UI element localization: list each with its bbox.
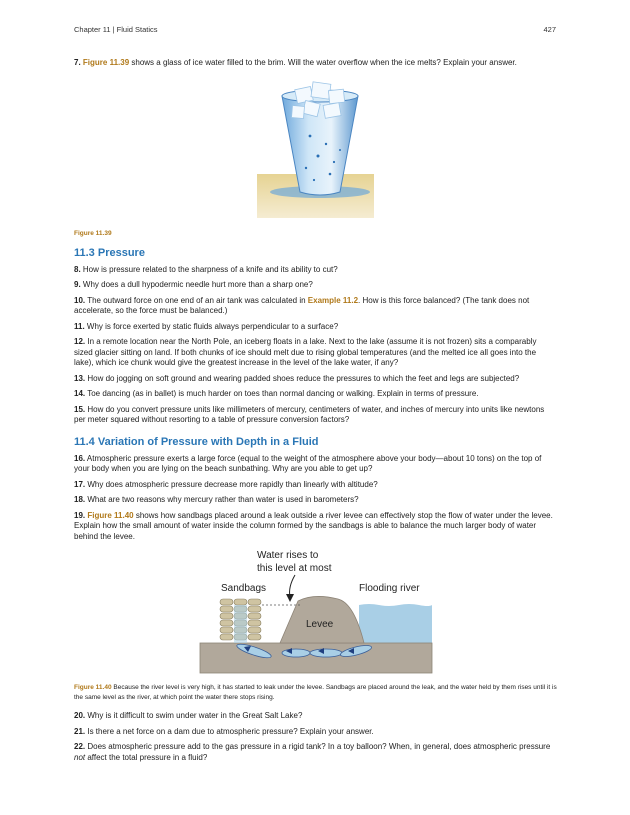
question-number: 12. [74, 337, 86, 346]
question-8 [74, 265, 557, 276]
question-9 [74, 280, 557, 291]
levee-sandbag-diagram [74, 547, 557, 677]
question-text: What are two reasons why mercury rather than water is used in barometers? [85, 495, 359, 504]
ground [200, 643, 432, 673]
question-12 [74, 337, 557, 369]
question-20 [74, 711, 557, 722]
label-levee: Levee [306, 619, 334, 630]
question-text: Is there a net force on a dam due to atmospheric pressure? Explain your answer. [85, 726, 374, 736]
example-link[interactable]: Example 11.2 [307, 295, 359, 305]
question-number: 17. [74, 479, 86, 489]
question-text: How do you convert pressure units like millimeters of mercury, centimeters of water, and inches of mercury into units like newtons per meter squared without resorting to a table of pressure conversion factors? [74, 404, 545, 424]
question-number: 15. [74, 404, 86, 414]
question-15 [74, 405, 557, 426]
label-sandbags: Sandbags [221, 583, 267, 594]
question-number: 11. [74, 321, 85, 331]
question-number: 13. [74, 373, 86, 383]
annotation-water-rises-line2: this level at most [257, 563, 332, 574]
question-17 [74, 480, 557, 491]
question-text: shows a glass of ice water filled to the brim. Will the water overflow when the ice melts? Explain your answer. [129, 58, 517, 67]
question-text: Toe dancing (as in ballet) is much harder on toes than normal dancing or walking. Explain in terms of pressure. [85, 389, 479, 398]
question-number: 22. [74, 742, 86, 751]
question-text: Why is it difficult to swim under water in the Great Salt Lake? [85, 711, 303, 720]
question-text: . How is this force balanced? (The tank does not accelerate, so the force must be balanced.) [74, 295, 530, 315]
question-number: 8. [74, 264, 81, 274]
running-header-chapter: Chapter 11 | Fluid Statics [74, 25, 158, 34]
figure-link[interactable]: Figure 11.40 [87, 510, 134, 520]
question-number: 19. [74, 510, 86, 520]
question-text: Does atmospheric pressure add to the gas pressure in a rigid tank? In a toy balloon? When, in general, does atmospheric pressure [85, 742, 551, 751]
emphasis-not: not [74, 752, 86, 762]
section-heading-11-3: 11.3 Pressure [74, 246, 145, 259]
figure-link[interactable]: Figure 11.39 [82, 58, 130, 67]
annotation-water-rises-line1: Water rises to [257, 550, 319, 561]
question-text: The outward force on one end of an air tank was calculated in [85, 295, 308, 305]
figure-11-40 [74, 547, 557, 677]
question-number: 21. [74, 726, 86, 736]
question-16 [74, 454, 557, 475]
question-number: 14. [74, 389, 86, 398]
question-text: Why is force exerted by static fluids always perpendicular to a surface? [84, 321, 339, 331]
arrow-head-icon [286, 594, 294, 602]
question-text: Atmospheric pressure exerts a large force (equal to the weight of the atmosphere above your body—about 10 tons) on the top of your body when you are lying on the beach sunbathing. Why are you able to get up? [74, 453, 542, 473]
section-heading-11-4: 11.4 Variation of Pressure with Depth in a Fluid [74, 435, 319, 448]
caption-text: Because the river level is very high, it has started to leak under the levee. Sandbags are placed around the leak, and the water held by them rises until it is the same level as the river, at which point the water there stops rising. [74, 684, 557, 701]
question-text: affect the total pressure in a fluid? [85, 752, 208, 762]
question-text: In a remote location near the North Pole, an iceberg floats in a lake. Next to the lake (assume it is not frozen) sits a comparably sized glacier sitting on land. If both chunks of ice should melt due to rising global temperatures (and the melted ice all goes into the lake), which ice chunk would give the greatest increase in the level of the lake water, if any? [74, 337, 537, 367]
question-text: How do jogging on soft ground and wearing padded shoes reduce the pressures to which the feet and legs are subjected? [85, 373, 520, 383]
question-number: 18. [74, 495, 86, 504]
question-text: Why does a dull hypodermic needle hurt more than a sharp one? [80, 280, 313, 289]
page-number: 427 [543, 25, 556, 34]
figure-11-39 [74, 74, 557, 222]
question-14 [74, 389, 557, 400]
question-13 [74, 374, 557, 385]
question-18 [74, 495, 557, 506]
question-19 [74, 511, 557, 543]
figure-11-40-caption [74, 683, 557, 702]
question-number: 20. [74, 711, 86, 720]
question-text: Why does atmospheric pressure decrease more rapidly than linearly with altitude? [85, 479, 378, 489]
water-column-inside-sandbags [234, 605, 247, 643]
figure-11-40-label: Figure 11.40 [74, 684, 112, 691]
page-content [74, 58, 557, 768]
question-text: How is pressure related to the sharpness of a knife and its ability to cut? [80, 264, 338, 274]
question-number: 7. [74, 58, 81, 67]
question-11 [74, 322, 557, 333]
question-number: 10. [74, 295, 86, 305]
question-number: 9. [74, 280, 81, 289]
annotation-arrow [290, 575, 295, 597]
question-22 [74, 742, 557, 763]
question-text: shows how sandbags placed around a leak outside a river levee can effectively stop the flow of water under the levee. Explain how the small amount of water inside the column formed by the sandbags is able to balance the much larger body of water behind the levee. [74, 510, 553, 541]
question-number: 16. [74, 453, 86, 463]
question-7 [74, 58, 557, 69]
question-21 [74, 727, 557, 738]
label-flooding-river: Flooding river [359, 583, 420, 594]
figure-11-39-label: Figure 11.39 [74, 229, 112, 237]
question-10 [74, 296, 557, 317]
ice-water-glass-illustration [74, 74, 557, 222]
